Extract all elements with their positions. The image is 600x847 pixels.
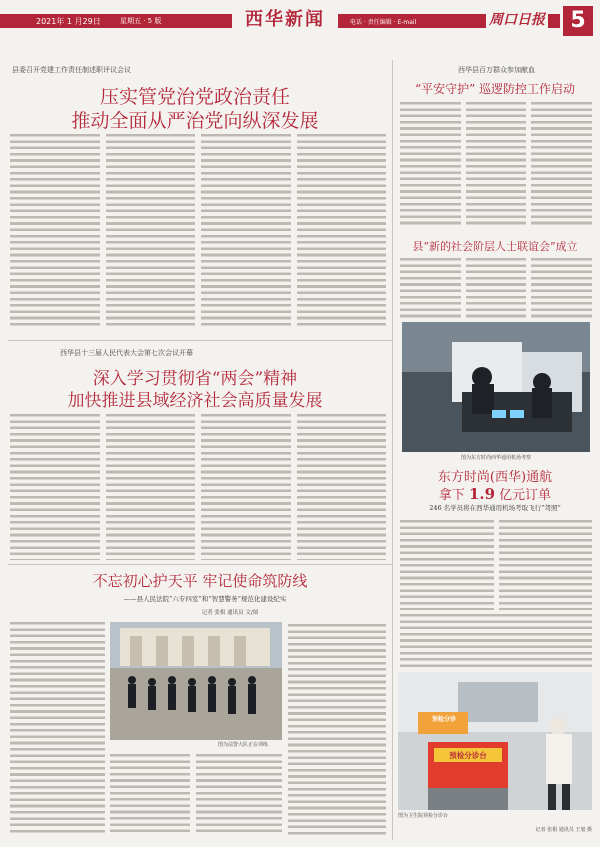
article6-col-2 bbox=[110, 752, 190, 836]
row-divider-1 bbox=[8, 340, 392, 341]
section-title: 西华新闻 bbox=[232, 4, 338, 36]
article1-body bbox=[10, 132, 386, 327]
edition-label: 星期五 · 5 版 bbox=[120, 17, 162, 25]
article6-col-4 bbox=[288, 622, 386, 836]
article1-headline-1: 压实管党治党政治责任 bbox=[99, 86, 290, 108]
article5-col-2 bbox=[499, 518, 593, 610]
article6-byline: 记者 张根 通讯员 文/图 bbox=[201, 610, 259, 616]
issue-date: 2021年 1 月29日 bbox=[36, 17, 101, 26]
article6-col-1 bbox=[10, 620, 105, 836]
aircraft-cockpit-photo bbox=[402, 322, 590, 452]
article4-col-4 bbox=[297, 412, 387, 560]
article6-col-3 bbox=[196, 752, 282, 836]
paper-logo: 周口日报 bbox=[486, 4, 548, 36]
article2-col-3 bbox=[531, 100, 592, 228]
article4-headline-1: 深入学习贯彻省“两会”精神 bbox=[92, 369, 298, 389]
article2-body bbox=[400, 100, 592, 228]
article1-headline-2: 推动全面从严治党向纵深发展 bbox=[71, 110, 319, 132]
article2-col-1 bbox=[400, 100, 461, 228]
court-photo-caption: 图为法警大队正在训练 bbox=[217, 742, 268, 748]
article5-body bbox=[400, 518, 592, 610]
article4-col-1 bbox=[10, 412, 100, 560]
article5-headline-pre: 拿下 bbox=[438, 488, 469, 503]
article1-col-1 bbox=[10, 132, 100, 327]
clinic-photo-byline: 记者 张根 通讯员 王旭 摄 bbox=[535, 827, 592, 833]
article6-headline: 不忘初心护天平 牢记使命筑防线 bbox=[92, 572, 308, 590]
triage-sign-top: 预检分诊 bbox=[431, 716, 456, 723]
article5-continued bbox=[400, 612, 592, 668]
article5-col-1 bbox=[400, 518, 494, 610]
article1-kicker: 县委召开党建工作责任制述职评议会议 bbox=[12, 66, 131, 74]
article2-headline: “平安守护” 巡逻防控工作启动 bbox=[414, 82, 576, 96]
article3-col-1 bbox=[400, 256, 461, 318]
article3-headline: 县“新的社会阶层人士联谊会”成立 bbox=[412, 240, 578, 253]
article3-col-3 bbox=[531, 256, 592, 318]
masthead bbox=[0, 0, 600, 40]
clinic-photo-caption: 图为卫生院预检分诊台 bbox=[398, 813, 449, 819]
article5-headline-num: 1.9 bbox=[468, 485, 496, 503]
article4-col-2 bbox=[106, 412, 196, 560]
triage-sign-main: 预检分诊台 bbox=[449, 751, 487, 760]
article1-col-4 bbox=[297, 132, 387, 327]
article5-headline-post: 亿元订单 bbox=[495, 488, 552, 503]
article5-headline-1: 东方时尚(西华)通航 bbox=[437, 470, 553, 485]
cockpit-illustration bbox=[402, 322, 590, 452]
court-police-photo bbox=[110, 622, 282, 740]
article5-headline-2 bbox=[400, 484, 590, 503]
column-divider bbox=[392, 60, 393, 340]
article1-col-2 bbox=[106, 132, 196, 327]
article2-col-2 bbox=[466, 100, 527, 228]
article4-col-3 bbox=[201, 412, 291, 560]
article3-col-2 bbox=[466, 256, 527, 318]
column-divider-2 bbox=[392, 340, 393, 840]
page-number: 5 bbox=[563, 6, 593, 36]
aircraft-photo-caption: 图为东方时尚西华通用机场考察 bbox=[460, 455, 531, 461]
article5-subhead: 246 名学员将在西华通用机场考取飞行“驾照” bbox=[429, 504, 561, 512]
article4-body bbox=[10, 412, 386, 560]
article4-kicker: 西华县十三届人民代表大会第七次会议开幕 bbox=[60, 349, 193, 357]
contact-info: 电话 · 责任编辑 · E-mail bbox=[350, 19, 417, 26]
triage-illustration bbox=[398, 672, 592, 810]
article6-subhead: ——县人民法院“六专四室”和“智慧警务”规范化建设纪实 bbox=[123, 595, 287, 603]
row-divider-2 bbox=[8, 564, 392, 565]
article1-col-3 bbox=[201, 132, 291, 327]
clinic-triage-photo bbox=[398, 672, 592, 810]
article3-body bbox=[400, 256, 592, 318]
article2-kicker: 西华县百万群众参加献血 bbox=[458, 66, 535, 74]
article4-headline-2: 加快推进县域经济社会高质量发展 bbox=[67, 391, 323, 411]
police-training-illustration bbox=[110, 622, 282, 740]
